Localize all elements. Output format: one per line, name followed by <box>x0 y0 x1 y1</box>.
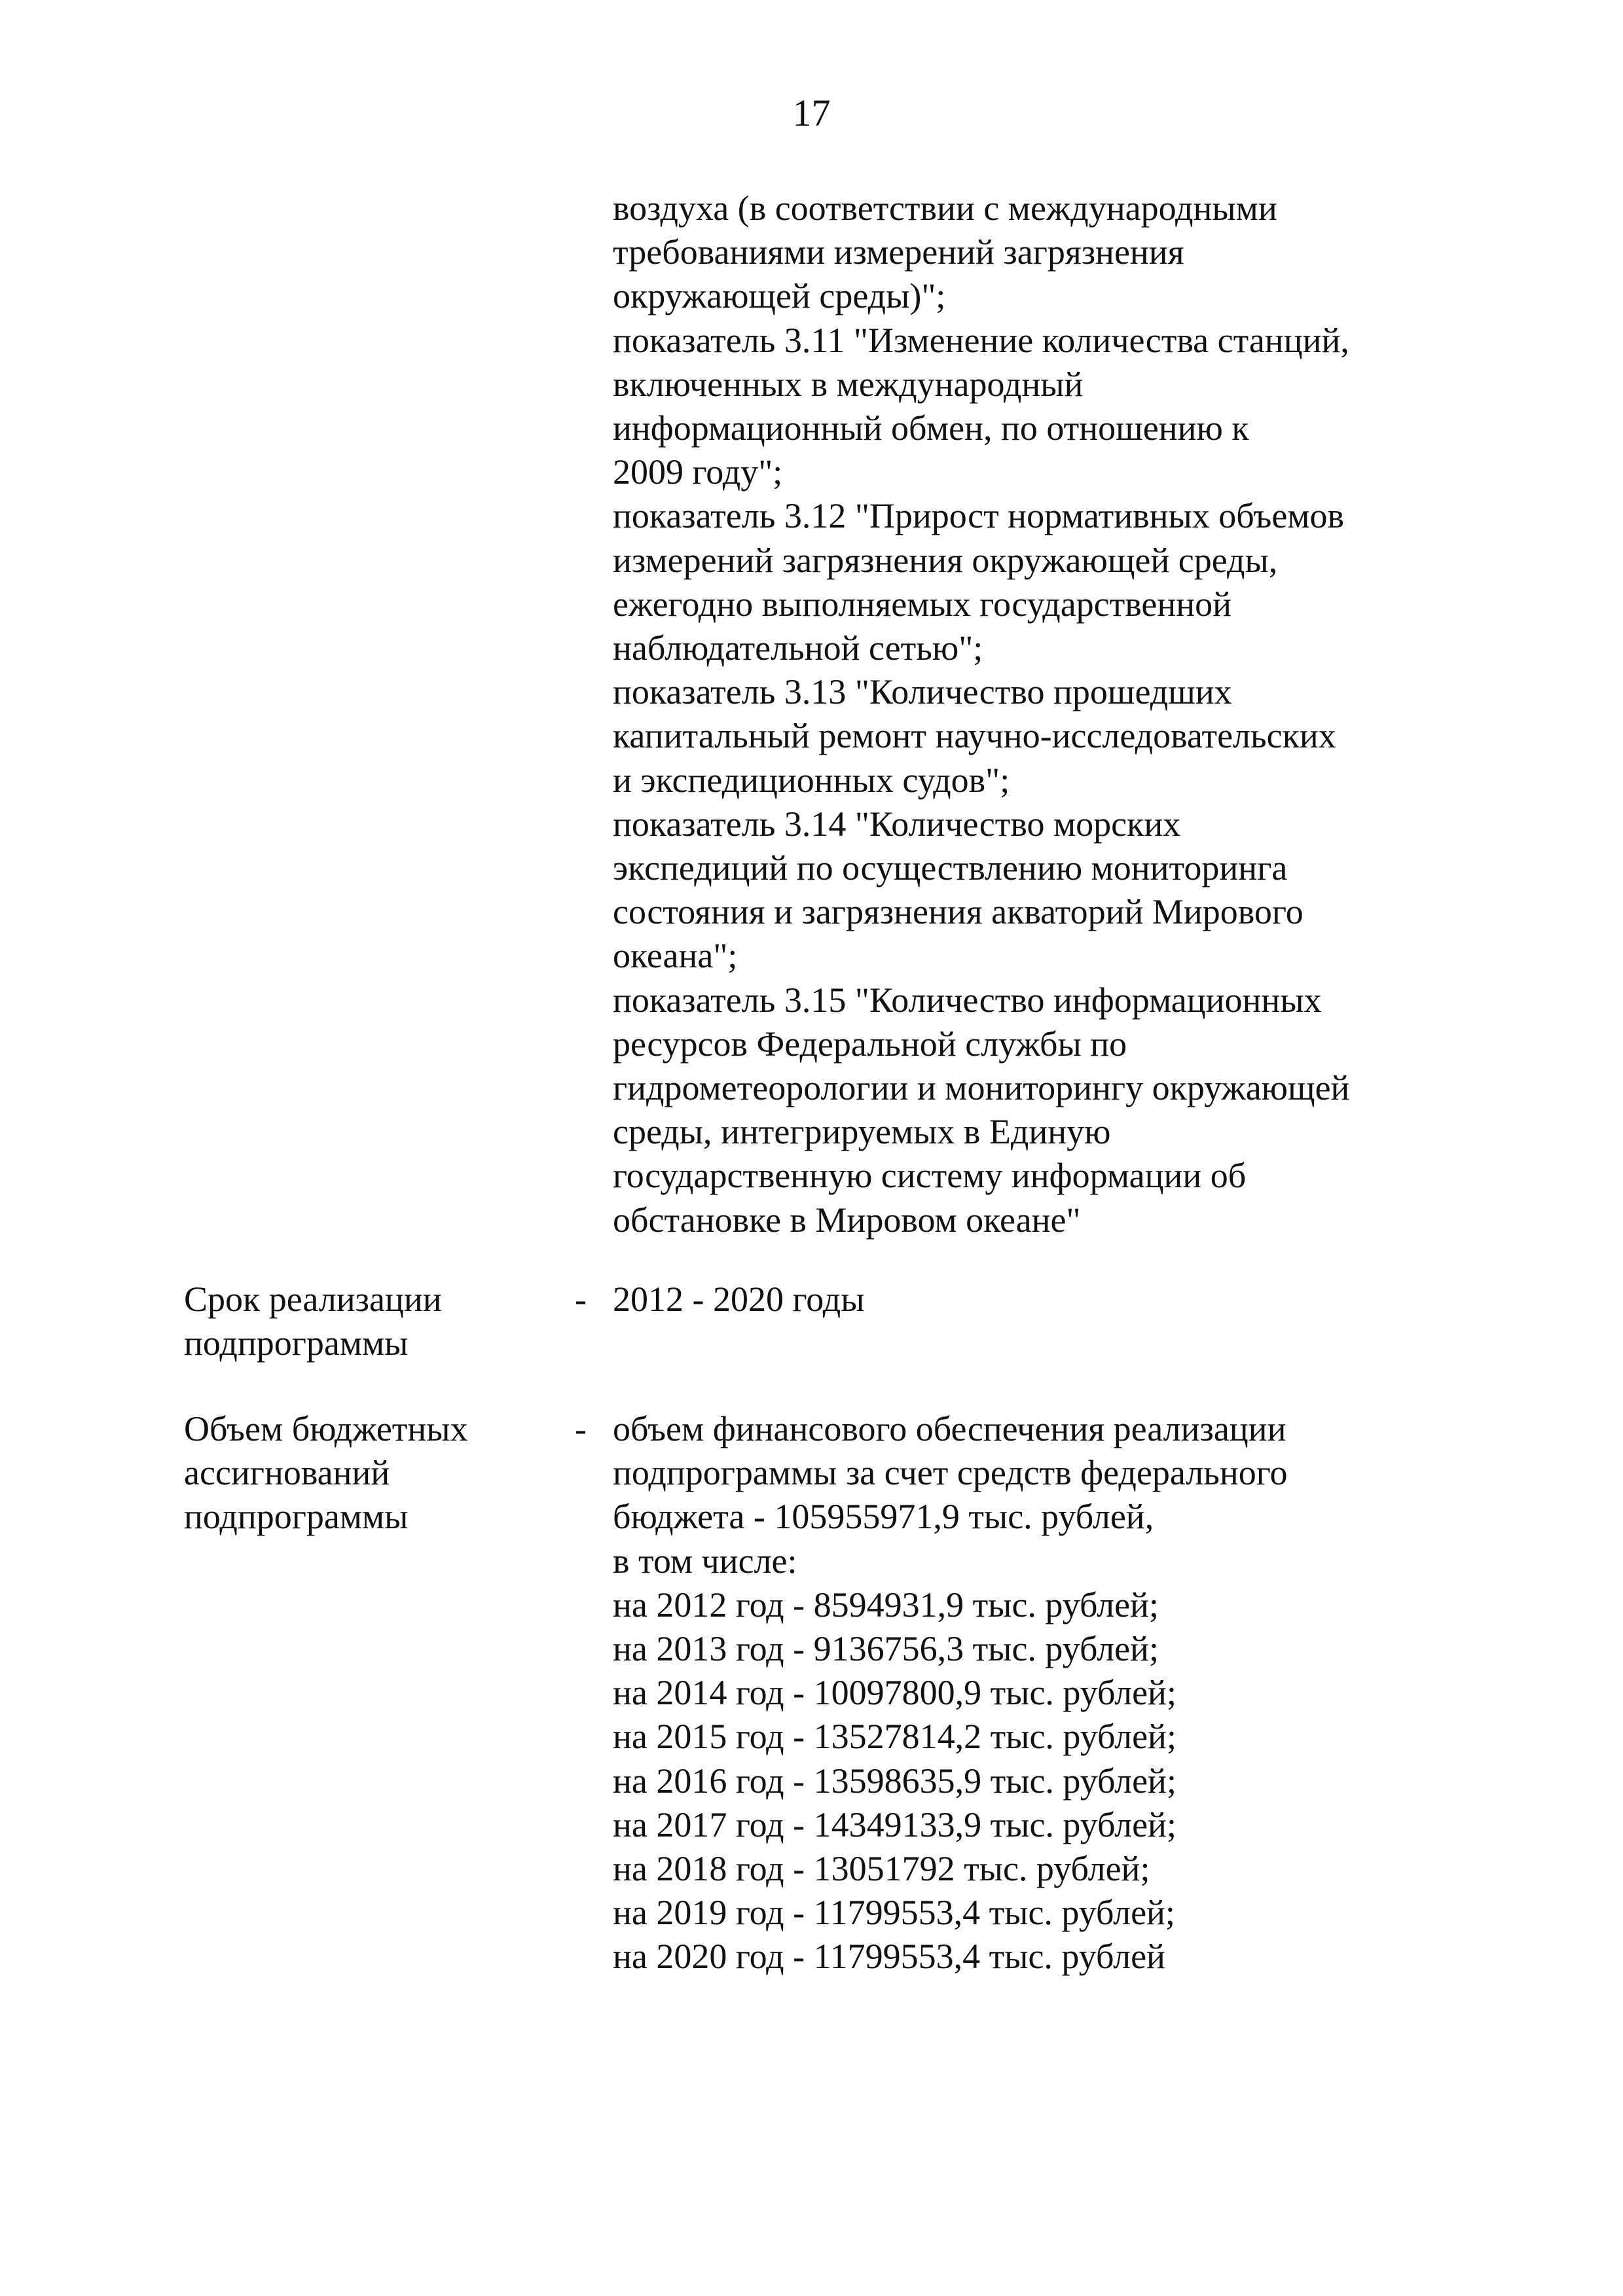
indicator-line: окружающей среды)"; <box>613 276 946 316</box>
term-dash: - <box>575 1280 587 1319</box>
budget-year-line: на 2014 год - 10097800,9 тыс. рублей; <box>613 1673 1176 1713</box>
indicator-line: включенных в международный <box>613 364 1084 404</box>
budget-year-line: на 2013 год - 9136756,3 тыс. рублей; <box>613 1629 1159 1669</box>
budget-label <box>184 1407 468 1539</box>
budget-dash: - <box>575 1409 587 1448</box>
term-label <box>184 1278 442 1365</box>
indicator-line: и экспедиционных судов"; <box>613 760 1010 800</box>
indicator-line: требованиями измерений загрязнения <box>613 232 1184 272</box>
indicator-line: среды, интегрируемых в Единую <box>613 1112 1111 1152</box>
indicator-line: ресурсов Федеральной службы по <box>613 1024 1127 1064</box>
page-number: 17 <box>792 92 831 134</box>
indicator-line: показатель 3.15 "Количество информационных <box>613 980 1322 1020</box>
indicators-continued <box>613 187 1349 1242</box>
indicator-line: гидрометеорологии и мониторингу окружающей <box>613 1068 1350 1108</box>
term-value <box>613 1278 865 1321</box>
budget-line: подпрограммы за счет средств федерального <box>613 1453 1288 1493</box>
budget-label-line: ассигнований <box>184 1453 390 1493</box>
indicator-line: ежегодно выполняемых государственной <box>613 584 1232 624</box>
budget-value <box>613 1407 1288 1979</box>
indicator-line: наблюдательной сетью"; <box>613 628 983 668</box>
budget-label-line: подпрограммы <box>184 1497 409 1537</box>
budget-year-line: на 2016 год - 13598635,9 тыс. рублей; <box>613 1761 1176 1801</box>
indicator-line: государственную систему информации об <box>613 1156 1247 1196</box>
indicator-line: информационный обмен, по отношению к <box>613 408 1249 448</box>
indicator-line: измерений загрязнения окружающей среды, <box>613 540 1278 580</box>
budget-year-line: на 2019 год - 11799553,4 тыс. рублей; <box>613 1893 1175 1933</box>
indicator-line: показатель 3.14 "Количество морских <box>613 804 1181 844</box>
budget-line: в том числе: <box>613 1541 797 1581</box>
term-value-line: 2012 - 2020 годы <box>613 1280 865 1319</box>
budget-year-line: на 2012 год - 8594931,9 тыс. рублей; <box>613 1585 1159 1624</box>
budget-line: бюджета - 105955971,9 тыс. рублей, <box>613 1497 1154 1537</box>
budget-year-line: на 2017 год - 14349133,9 тыс. рублей; <box>613 1804 1176 1844</box>
budget-year-line: на 2020 год - 11799553,4 тыс. рублей <box>613 1937 1165 1977</box>
indicator-line: показатель 3.13 "Количество прошедших <box>613 672 1232 712</box>
indicator-line: капитальный ремонт научно-исследовательских <box>613 716 1336 756</box>
indicator-line: обстановке в Мировом океане" <box>613 1200 1081 1240</box>
budget-year-line: на 2018 год - 13051792 тыс. рублей; <box>613 1849 1150 1889</box>
indicator-line: воздуха (в соответствии с международными <box>613 188 1277 228</box>
indicator-line: океана"; <box>613 936 738 976</box>
indicator-line: показатель 3.12 "Прирост нормативных объемов <box>613 496 1344 536</box>
term-label-line: подпрограммы <box>184 1323 409 1363</box>
budget-label-line: Объем бюджетных <box>184 1409 468 1448</box>
budget-line: объем финансового обеспечения реализации <box>613 1409 1286 1448</box>
indicator-line: 2009 году"; <box>613 452 783 492</box>
budget-year-line: на 2015 год - 13527814,2 тыс. рублей; <box>613 1717 1176 1757</box>
indicator-line: экспедиций по осуществлению мониторинга <box>613 848 1288 888</box>
term-label-line: Срок реализации <box>184 1280 442 1319</box>
indicator-line: состояния и загрязнения акваторий Мирового <box>613 892 1304 932</box>
indicator-line: показатель 3.11 "Изменение количества станций, <box>613 320 1349 360</box>
